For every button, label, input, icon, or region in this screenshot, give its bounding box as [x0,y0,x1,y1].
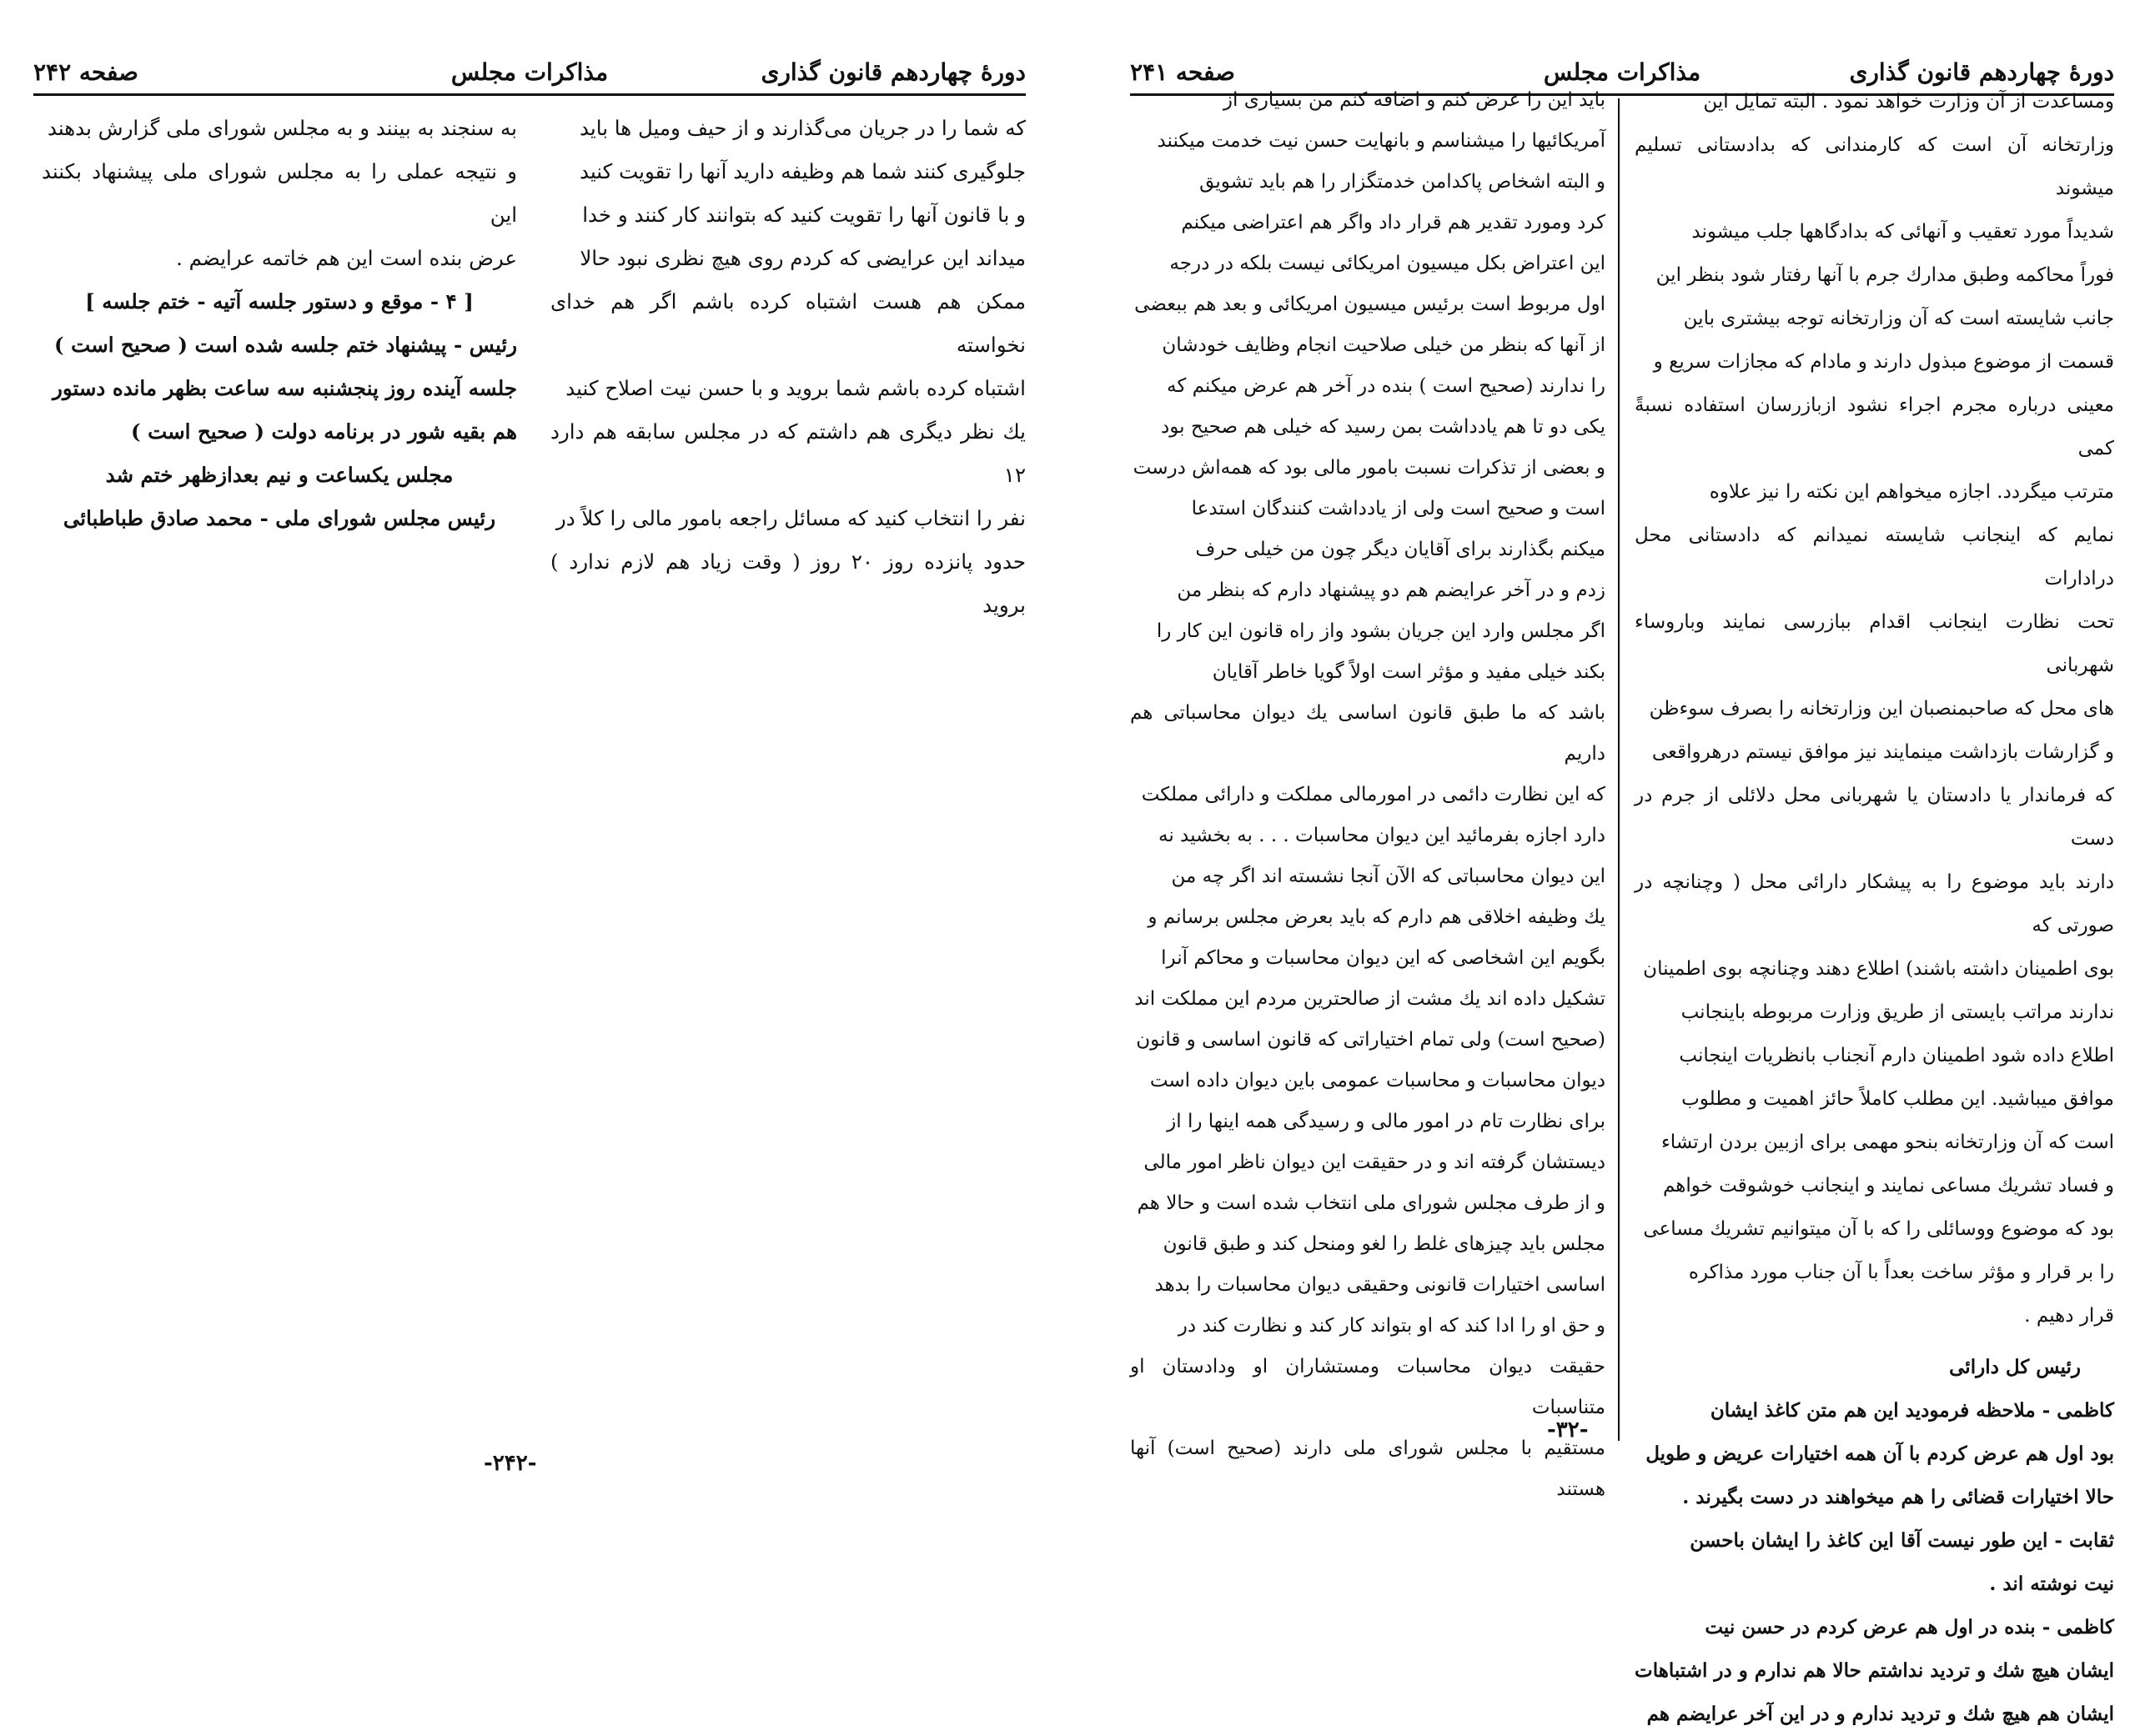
text-column-left [1130,80,1605,1510]
text-line: ممکن هم هست اشتباه کرده باشم اگر هم خدای نخواسته [550,289,1026,357]
text-line: مجلس يكساعت و نيم بعدازظهر ختم شد [105,463,454,487]
text-line: این دیوان محاسباتی که الآن آنجا نشسته اند اگر چه من [1171,865,1605,887]
text-line: را بر قرار و مؤثر ساخت بعداً با آن جناب مورد مذاکره [1688,1262,2114,1283]
text-line: میداند این عرایضی که کردم روی هیچ نظری نبود حالا [580,246,1026,270]
text-line: و البته اشخاص پاکدامن خدمتگزار را هم باید تشویق [1199,171,1605,193]
publication-title: مذاکرات مجلس [1543,58,1701,86]
page-number-label: صفحه ۲۴۲ [33,58,138,86]
text-column-right [1635,80,2114,1736]
text-line: میکنم بگذارند برای آقایان دیگر چون من خیلی حرف [1195,539,1605,560]
session-title: دورهٔ چهاردهم قانون گذاری [1849,58,2114,86]
text-line: ایشان هم هیچ شك و تردید ندارم و در این آخر عرایضم هم [1646,1703,2114,1725]
text-line: که شما را در جریان می‌گذارند و از حیف ومیل ها باید [580,116,1026,140]
text-line: اشتباه کرده باشم شما برويد و با حسن نيت اصلاح كنيد [565,376,1026,400]
text-line: جلوگیری کنند شما هم وظیفه دارید آنها را تقویت کنید [579,159,1026,183]
text-line: و فساد تشریك مساعی نمایند و اینجانب خوشوقت خواهم [1662,1175,2114,1197]
text-line: تشکیل داده اند یك مشت از صالحترین مردم این مملکت اند [1134,988,1605,1010]
text-line: معینی درباره مجرم اجراء نشود ازبازرسان استفاده نسبةً کمی [1635,394,2114,459]
text-line: فوراً محاکمه وطبق مدارك جرم با آنها رفتار شود بنظر این [1655,264,2114,286]
text-line: بگویم این اشخاصی که این دیوان محاسبات و محاکم آنرا [1161,947,1605,969]
text-line: و نتیجه عملی را به مجلس شورای ملی پیشنهاد بکنند این [42,159,517,227]
text-line: از آنها که بنظر من خیلی صلاحیت انجام وظایف خودشان [1162,334,1605,356]
publication-title: مذاکرات مجلس [450,58,609,86]
page-folio: -۳۲- [1547,1417,1589,1442]
text-line: حدود پانزده روز ٢٠ روز ( وقت زياد هم لازم ندارد ) برويد [550,549,1026,617]
page-242 [33,0,1026,1503]
text-line: مترتب میگردد. اجازه میخواهم این نکته را نیز علاوه [1709,481,2114,503]
text-line: کاظمی - بنده در اول هم عرض کردم در حسن نیت [1705,1616,2114,1638]
text-line: دیوان محاسبات و محاسبات عمومی باین دیوان داده است [1149,1070,1605,1091]
text-line: اطلاع داده شود اطمینان دارم آنجناب بانظریات اینجانب [1679,1045,2114,1066]
text-line: يك نظر ديگری هم داشتم كه در مجلس سابقه هم دارد ١٢ [550,419,1026,487]
text-line: یکی دو تا هم یادداشت بمن رسید که خیلی هم صحیح بود [1161,416,1605,438]
text-line: نیت نوشته اند . [1989,1573,2114,1595]
text-line: ندارند مراتب بایستی از طریق وزارت مربوطه باینجانب [1680,1001,2114,1023]
text-line: دارند باید موضوع را به پیشکار دارائی محل ( وچنانچه در صورتی که [1635,871,2114,936]
text-line: باشد که ما طبق قانون اساسی یك دیوان محاسباتی هم داریم [1130,702,1605,765]
text-line: باید این را عرض کنم و اضافه کنم من بسیاری از [1223,89,1605,111]
text-line: تحت نظارت اینجانب اقدام ببازرسی نمایند وباروساء شهربانی [1635,611,2114,676]
text-line: این اعتراض بکل میسیون امریکائی نیست بلکه در درجه [1169,253,1605,274]
text-line: و گزارشات بازداشت مینمایند نیز موافق نیستم درهرواقعی [1651,741,2114,763]
text-line: و حق او را ادا کند که او بتواند کار کند و نظارت کند در [1178,1315,1605,1337]
text-line: های محل که صاحبمنصبان این وزارتخانه را بصرف سوءظن [1649,698,2114,720]
text-line: حقیقت دیوان محاسبات ومستشاران او ودادستان او متناسبات [1130,1356,1605,1418]
text-line: که این نظارت دائمی در امورمالی مملکت و دارائی مملکت [1141,784,1605,805]
text-line: بود که موضوع ووسائلی را که با آن میتوانیم تشریك مساعی [1643,1218,2114,1240]
text-line: بکند خیلی مفید و مؤثر است اولاً گویا خاطر آقایان [1212,661,1605,683]
text-line: قسمت از موضوع مبذول دارند و مادام که مجازات سریع و [1653,351,2114,373]
text-line: به سنجند به بینند و به مجلس شورای ملی گزارش بدهند [48,116,517,140]
text-line: ثقابت - این طور نیست آقا این کاغذ را ایشان باحسن [1690,1529,2114,1552]
text-line: است که آن وزارتخانه بنحو مهمی برای ازبین بردن ارتشاء [1660,1131,2114,1153]
text-line: یك وظیفه اخلاقی هم دارم که باید بعرض مجلس برسانم و [1148,906,1605,928]
page-folio: -۲۴۲- [484,1451,537,1476]
letter-signature: رئیس کل دارائی [1949,1356,2081,1378]
text-column-right [550,107,1026,627]
text-line: (صحیح است) ولی تمام اختیاراتی که قانون اساسی و قانون [1136,1029,1605,1051]
text-line: کرد ومورد تقدیر هم قرار داد واگر هم اعتراضی میکنم [1181,212,1605,233]
text-line: و بعضی از تذکرات نسبت بامور مالی بود که همه‌اش درست [1133,457,1605,479]
text-column-left [42,107,517,540]
text-line: برای نظارت تام در امور مالی و رسیدگی همه اینها را از [1167,1111,1605,1132]
column-divider [1618,98,1620,1441]
text-line: وزارتخانه آن است که کارمندانی که بدادستانی تسلیم میشوند [1635,134,2114,199]
text-line: عرض بنده است این هم خاتمه عرایضم . [176,246,517,270]
text-line: اساسی اختیارات قانونی وحقیقی دیوان محاسبات را بدهد [1154,1274,1605,1296]
text-line: و با قانون آنها را تقویت کنید که بتوانند کار کنند و خدا [582,203,1026,227]
text-line: شدیداً مورد تعقیب و آنهائی که بدادگاهها جلب میشوند [1691,221,2114,243]
page-header [33,52,1026,95]
page-number-label: صفحه ۲۴۱ [1130,58,1235,86]
section-heading: [ ۴ - موقع و دستور جلسه آتیه - ختم جلسه ] [85,289,474,314]
text-line: مستقیم با مجلس شورای ملی دارند (صحیح است) آنها هستند [1130,1437,1605,1500]
text-line: ومساعدت از آن وزارت خواهد نمود . البته تمایل این [1703,91,2114,113]
text-line: ایشان هیچ شك و تردید نداشتم حالا هم ندارم و در اشتباهات [1635,1659,2114,1682]
text-line: و از طرف مجلس شورای ملی انتخاب شده است و حالا هم [1137,1192,1605,1214]
text-line: رئيس - پيشنهاد ختم جلسه شده است ( صحيح است ) [54,333,517,357]
text-line: هم بقیه شور در برنامه دولت ( صحيح است ) [130,419,517,444]
text-line: قرار دهیم . [2024,1305,2114,1327]
text-line: مجلس باید چیزهای غلط را لغو ومنحل کند و طبق قانون [1163,1233,1605,1255]
text-line: دارد اجازه بفرمائید این دیوان محاسبات . . . به بخشید نه [1158,825,1605,846]
text-line: اگر مجلس وارد این جریان بشود واز راه قانون این کار را [1156,620,1605,642]
text-line: رئیس مجلس شورای ملی - محمد صادق طباطبائی [63,506,496,530]
header-rule [33,93,1026,96]
text-line: است و صحیح است ولی از یادداشت کنندگان استدعا [1191,498,1605,519]
text-line: که فرماندار یا دادستان یا شهربانی محل دلائلی از جرم در دست [1635,785,2114,850]
text-line: جلسه آینده روز پنجشنبه سه ساعت بظهر مانده دستور [53,376,517,400]
text-line: جانب شایسته است که آن وزارتخانه توجه بیشتری باین [1683,308,2114,329]
text-line: نفر را انتخاب کنید که مسائل راجعه بامور مالی را کلاً در [555,506,1026,530]
text-line: اول مربوط است برئیس میسیون امریکائی و بعد هم ببعضی [1134,294,1605,315]
text-line: آمریکائیها را میشناسم و بانهایت حسن نیت خدمت میکنند [1157,130,1605,152]
text-line: موافق میباشید. این مطلب کاملاً حائز اهمیت و مطلوب [1681,1088,2114,1110]
text-line: دیستشان گرفته اند و در حقیقت این دیوان ناظر امور مالی [1143,1151,1605,1173]
text-line: بود اول هم عرض کردم با آن همه اختیارات عریض و طویل [1645,1442,2114,1465]
text-line: را ندارند (صحیح است ) بنده در آخر هم عرض میکنم که [1167,375,1605,397]
page-241 [1130,0,2114,1725]
text-line: نمایم که اینجانب شایسته نمیدانم که دادستانی محل درادارات [1635,524,2114,590]
text-line: زدم و در آخر عرایضم هم دو پیشنهاد دارم که بنظر من [1177,580,1605,601]
text-line: حالا اختیارات قضائی را هم میخواهند در دست بگیرند . [1682,1486,2114,1508]
text-line: بوی اطمینان داشته باشند) اطلاع دهند وچنانچه بوی اطمینان [1643,958,2114,980]
text-line: کاظمی - ملاحظه فرمودید این هم متن کاغذ ایشان [1710,1399,2114,1422]
session-title: دورهٔ چهاردهم قانون گذاری [761,58,1026,86]
